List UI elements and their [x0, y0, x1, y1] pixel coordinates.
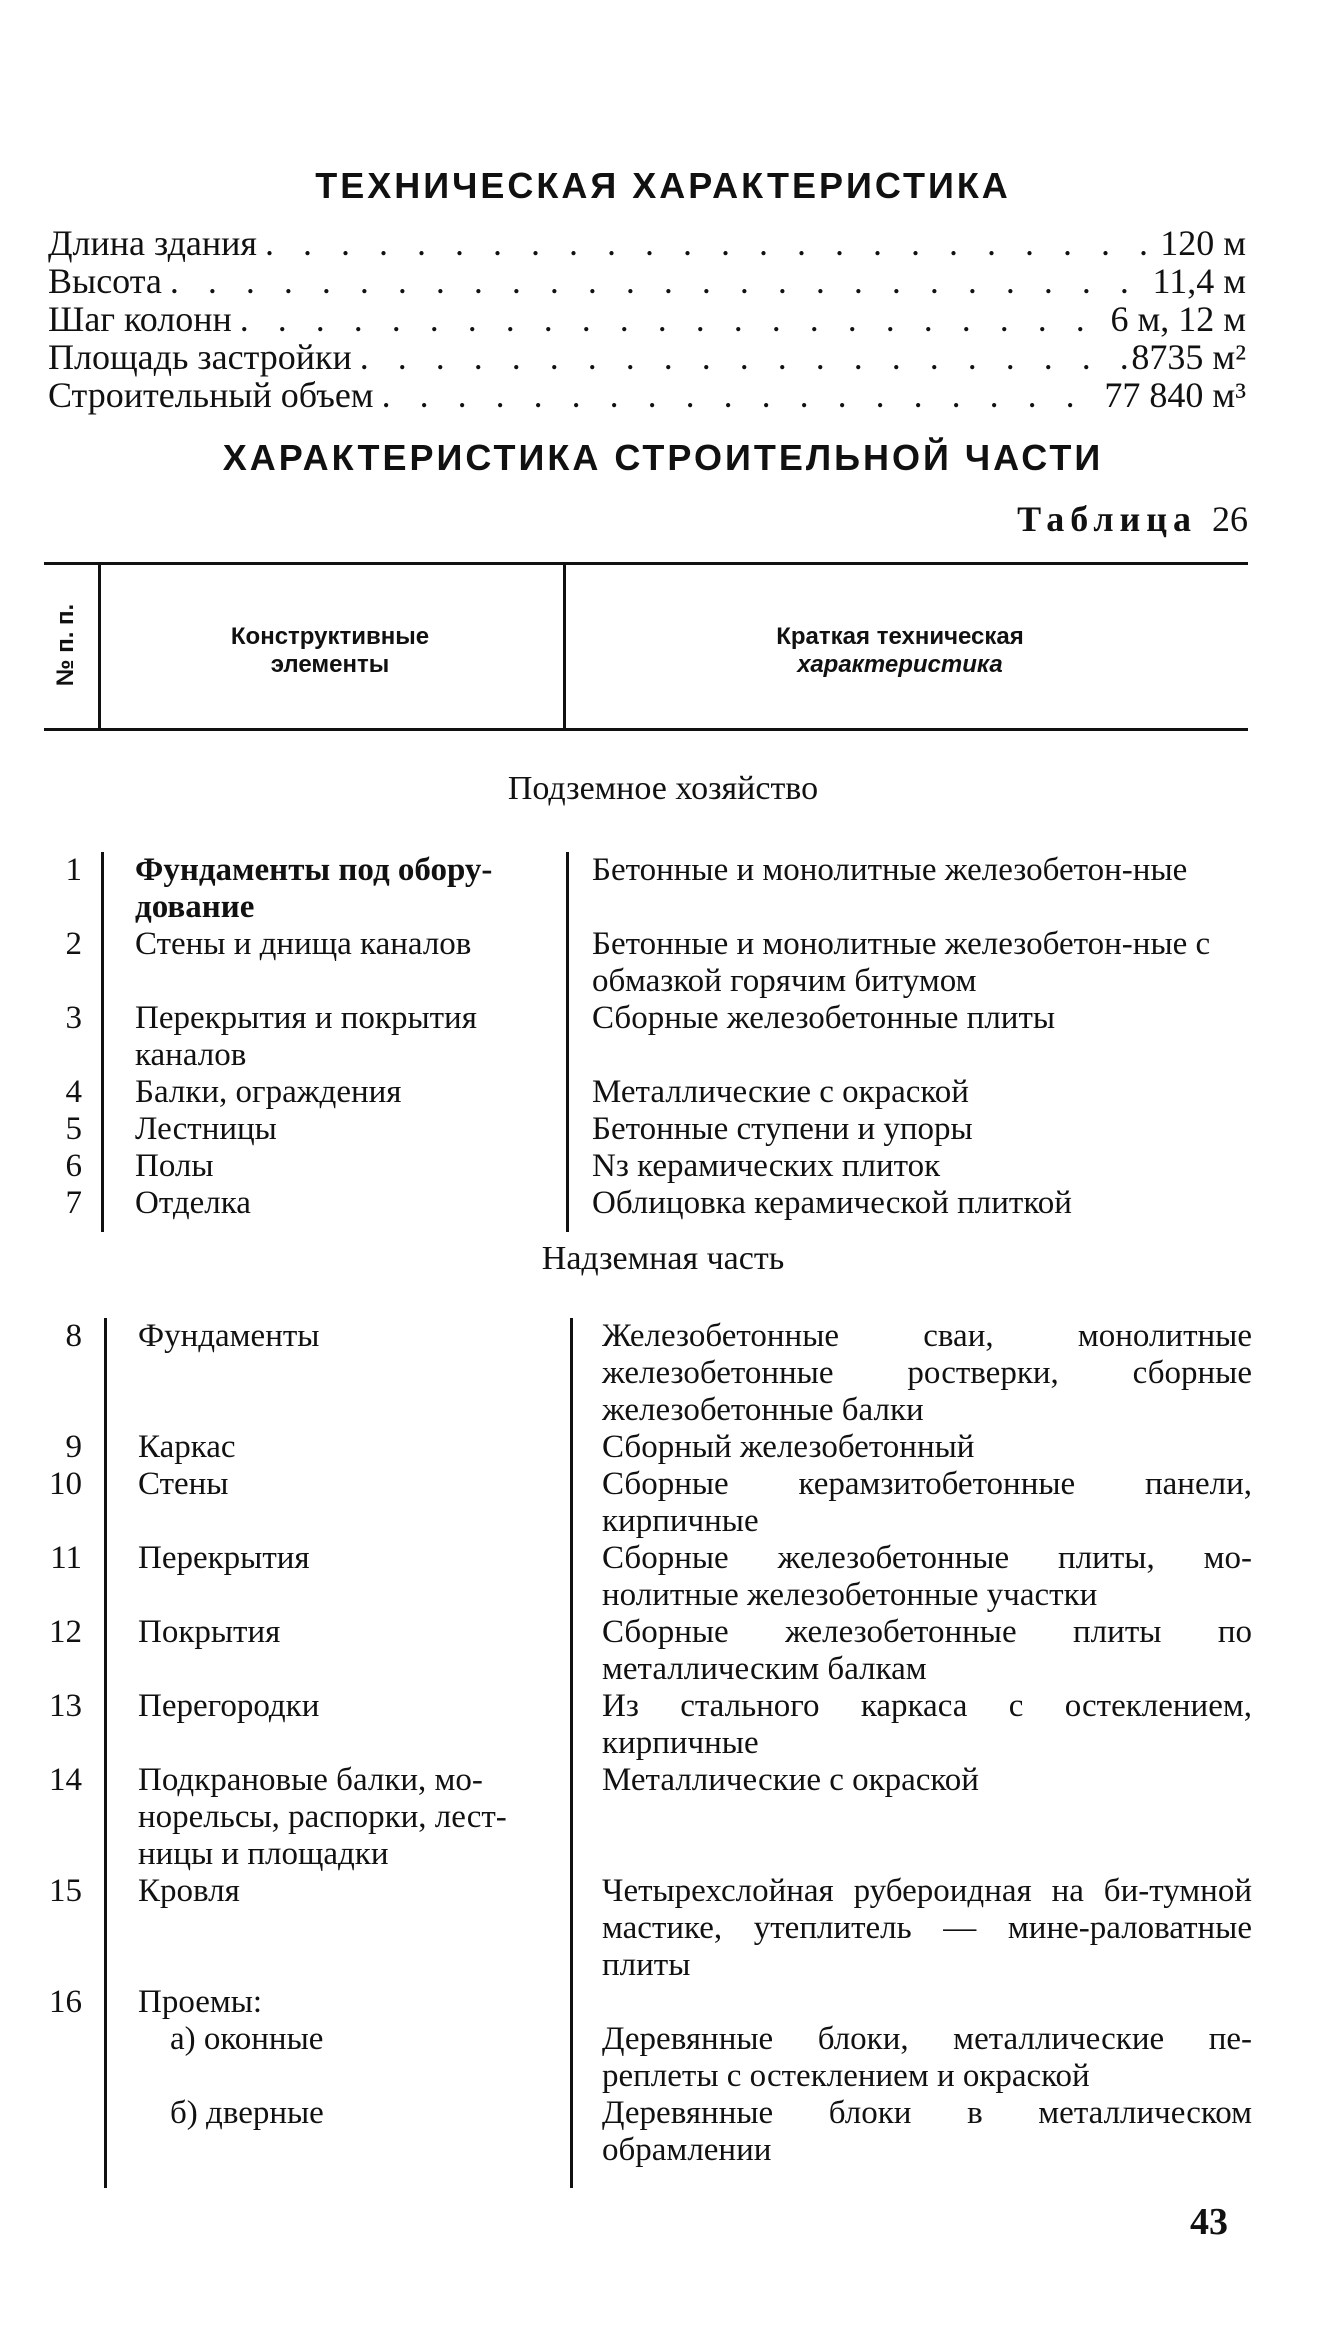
row-desc: Облицовка керамической плиткой [592, 1185, 1072, 1221]
section1-divider-2 [566, 852, 569, 1232]
row-desc: Из стального каркаса с остеклением, кирпичные [602, 1688, 1252, 1761]
row-number: 9 [65, 1429, 82, 1465]
spec-value: 77 840 м³ [1104, 375, 1246, 415]
row-number: 15 [49, 1873, 82, 1909]
header-num [36, 570, 96, 720]
spec-label: Шаг колонн [48, 299, 232, 339]
header-desc-line1: Краткая техническая [776, 623, 1024, 650]
section-title-underground: Подземное хозяйство [507, 770, 819, 807]
row-element: Каркас [138, 1429, 236, 1465]
leader-dots [374, 374, 1105, 416]
header-elements-line2: элементы [270, 650, 390, 678]
row-number: 14 [49, 1762, 82, 1798]
row-number: 4 [65, 1074, 82, 1110]
row-number: 13 [49, 1688, 82, 1724]
row-element: Отделка [135, 1185, 251, 1221]
row-desc: Сборные железобетонные плиты [592, 1000, 1056, 1036]
row-number: 6 [65, 1148, 82, 1184]
row-number: 16 [49, 1984, 82, 2020]
spec-label: Длина здания [48, 223, 257, 263]
spec-label: Площадь застройки [48, 337, 352, 377]
header-elements-line1: Конструктивные [230, 623, 430, 650]
spec-row-column-pitch [48, 298, 1246, 339]
caption-word: Таблица [1017, 499, 1197, 539]
row-number: 2 [65, 926, 82, 962]
spec-value: 120 м [1160, 223, 1246, 263]
row-element: Фундаменты [138, 1318, 320, 1354]
leader-dots [232, 298, 1111, 340]
spec-label: Строительный объем [48, 375, 374, 415]
header-desc-line2: характеристика [797, 650, 1003, 678]
leader-dots [162, 260, 1153, 302]
row-element: Стены и днища каналов [135, 926, 472, 962]
spec-row-length [48, 222, 1246, 263]
section2-divider-1 [104, 1318, 107, 2188]
spec-value: 11,4 м [1152, 261, 1246, 301]
construction-title: ХАРАКТЕРИСТИКА СТРОИТЕЛЬНОЙ ЧАСТИ [222, 437, 1104, 478]
header-num-label: № п. п. [52, 603, 80, 687]
row-desc: Железобетонные сваи, монолитные железобетонные ростверки, сборные железобетонные балки [602, 1318, 1252, 1428]
row-subelement-b: б) дверные [170, 2095, 324, 2131]
row-desc: Металлические с окраской [592, 1074, 969, 1110]
row-desc: Бетонные ступени и упоры [592, 1111, 973, 1147]
row-desc-b: Деревянные блоки в металлическом обрамлении [602, 2095, 1252, 2168]
table-header-rule [44, 728, 1248, 731]
row-number: 8 [65, 1318, 82, 1354]
spec-label: Высота [48, 261, 162, 301]
row-subelement-a: а) оконные [170, 2021, 324, 2057]
header-elements [110, 623, 550, 678]
row-element: Стены [138, 1466, 229, 1502]
spec-row-volume [48, 374, 1246, 415]
row-element: Лестницы [135, 1111, 277, 1147]
spec-value: 8735 м² [1131, 337, 1246, 377]
section1-divider-1 [101, 852, 104, 1232]
table-top-rule [44, 562, 1248, 565]
header-divider-2 [563, 565, 566, 728]
row-desc: Бетонные и монолитные железобетон-ные [592, 852, 1188, 888]
row-element: Перекрытия и покрытия каналов [135, 1000, 477, 1073]
section-title-aboveground: Надземная часть [541, 1240, 785, 1277]
row-number: 11 [50, 1540, 82, 1576]
row-element: Фундаменты под обору-дование [135, 852, 493, 925]
row-desc: Металлические с окраской [602, 1762, 979, 1798]
row-element: Перегородки [138, 1688, 320, 1724]
spec-row-height [48, 260, 1246, 301]
row-desc: Четырехслойная рубероидная на би-тумной мастике, утеплитель — мине-раловатные плиты [602, 1873, 1252, 1983]
row-element: Покрытия [138, 1614, 281, 1650]
row-desc-a: Деревянные блоки, металлические пе-реплеты с остеклением и окраской [602, 2021, 1252, 2094]
header-desc [580, 623, 1220, 678]
row-desc: Сборный железобетонный [602, 1429, 975, 1465]
row-element: Перекрытия [138, 1540, 310, 1576]
row-desc: Сборные керамзитобетонные панели, кирпичные [602, 1466, 1252, 1539]
row-number: 12 [49, 1614, 82, 1650]
leader-dots [352, 336, 1132, 378]
row-number: 1 [65, 852, 82, 888]
leader-dots [257, 222, 1160, 264]
page-number: 43 [1190, 2201, 1228, 2243]
row-desc: Сборные железобетонные плиты по металлическим балкам [602, 1614, 1252, 1687]
row-element: Подкрановые балки, мо-норельсы, распорки, лест-ницы и площадки [138, 1762, 507, 1872]
row-element: Полы [135, 1148, 214, 1184]
caption-number: 26 [1212, 499, 1248, 539]
row-element: Кровля [138, 1873, 240, 1909]
table-caption [1017, 498, 1248, 540]
row-element: Балки, ограждения [135, 1074, 402, 1110]
row-number: 7 [65, 1185, 82, 1221]
row-desc: Nз керамических плиток [592, 1148, 941, 1184]
spec-value: 6 м, 12 м [1110, 299, 1246, 339]
row-desc: Сборные железобетонные плиты, мо-нолитные железобетонные участки [602, 1540, 1252, 1613]
row-number: 3 [65, 1000, 82, 1036]
row-number: 5 [65, 1111, 82, 1147]
row-desc: Бетонные и монолитные железобетон-ные с обмазкой горячим битумом [592, 926, 1211, 999]
header-divider-1 [98, 565, 101, 728]
tech-title: ТЕХНИЧЕСКАЯ ХАРАКТЕРИСТИКА [315, 165, 1011, 206]
row-element: Проемы: [138, 1984, 263, 2020]
row-number: 10 [49, 1466, 82, 1502]
spec-row-area [48, 336, 1246, 377]
